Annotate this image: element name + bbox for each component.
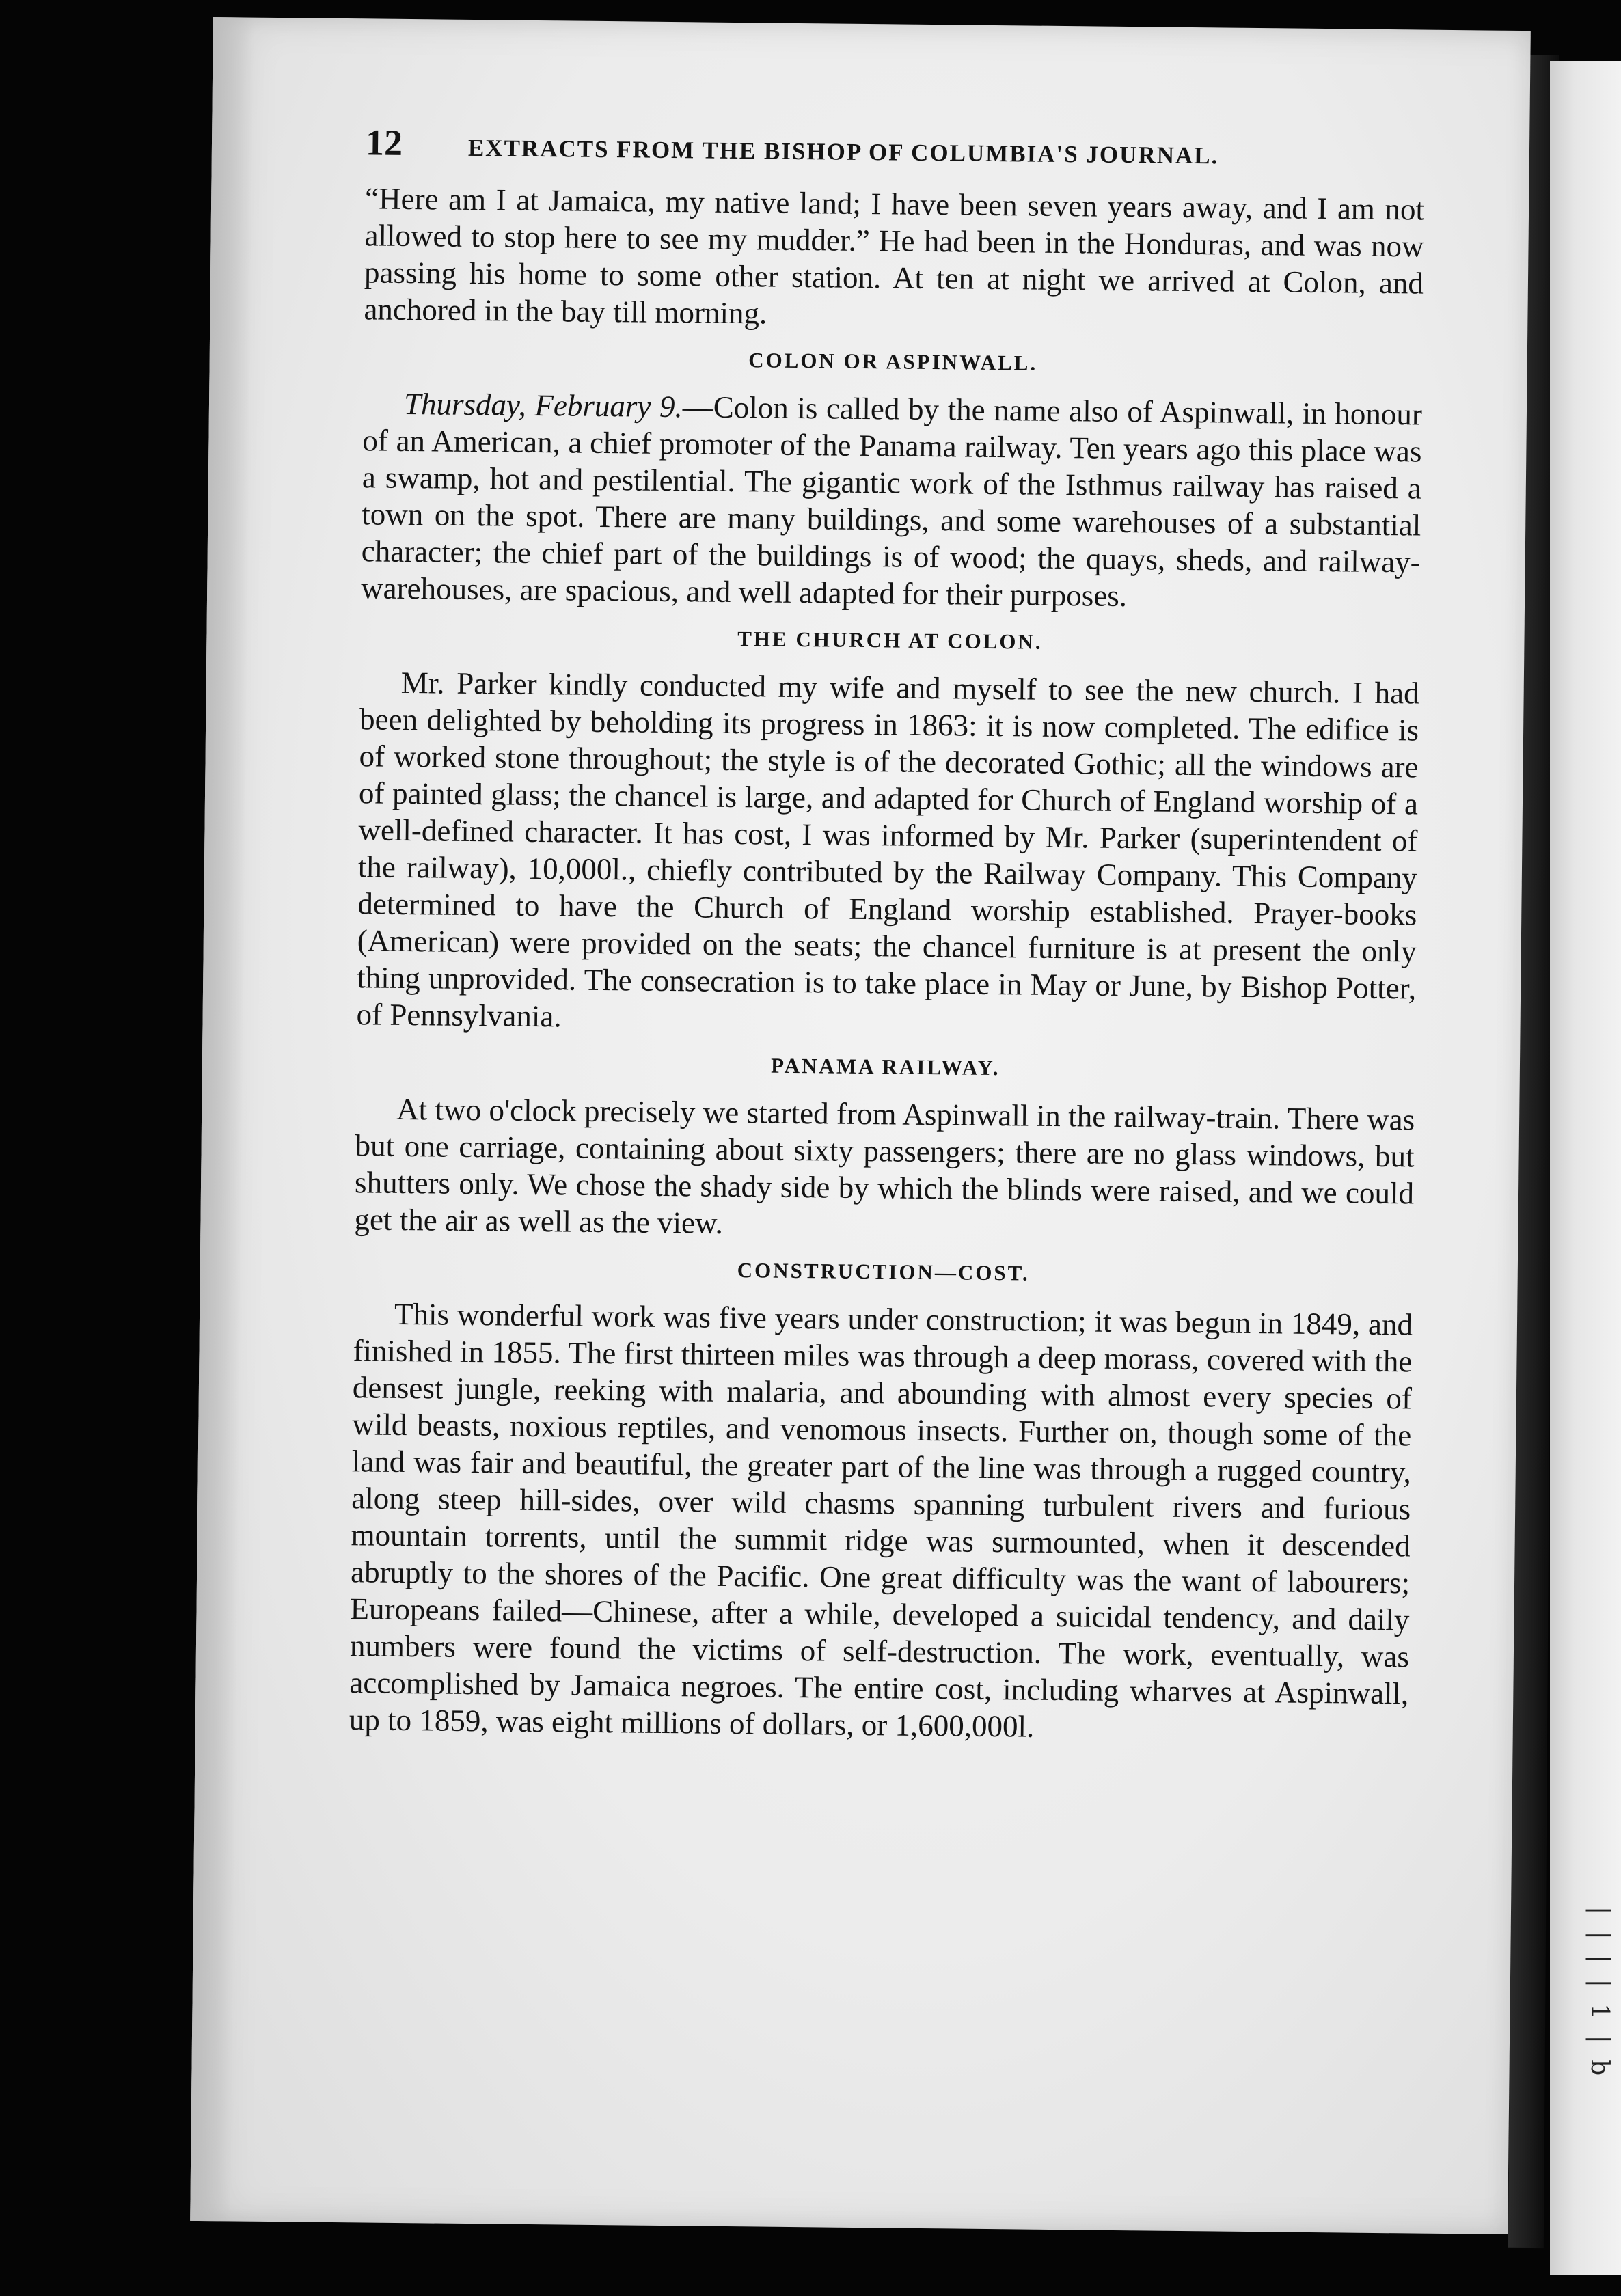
- section-heading-colon: COLON OR ASPINWALL.: [748, 348, 1038, 375]
- page-number: 12: [365, 122, 403, 163]
- running-header: [366, 121, 1426, 187]
- colon-paragraph-text: —Colon is called by the name also of Aspinwall, in honour of an American, a chief promoter of the Panama railway. Ten years ago this place was a swamp, hot and pestilential. The gigantic work of the Isthmus railway has raised a town on the spot. There are many buildings, and some warehouses of a substantial character; the chief part of the buildings is of wood; the quays, sheds, and railway-warehouses, are spacious, and well adapted for their purposes.: [360, 390, 1423, 614]
- railway-paragraph: At two o'clock precisely we started from Aspinwall in the railway-train. There was but one carriage, containing about sixty passengers; there are no glass windows, but shutters only. We chose the shady side by which the blinds were raised, and we could get the air as well as the view.: [354, 1091, 1415, 1240]
- colon-paragraph: [361, 385, 1422, 617]
- opening-paragraph: “Here am I at Jamaica, my native land; I have been seven years away, and I am not allowed to stop here to see my mudder.” He had been in the Honduras, and was now passing his home to some other station. At ten at night we arrived at Colon, and anchored in the bay till morning.: [364, 181, 1425, 331]
- adjacent-page-text-fragment: | | | | 1 | b: [1585, 1906, 1613, 2080]
- book-page: [190, 17, 1531, 2234]
- section-heading-construction: CONSTRUCTION—COST.: [737, 1258, 1030, 1285]
- church-paragraph: Mr. Parker kindly conducted my wife and myself to see the new church. I had been delighted by beholding its progress in 1863: it is now completed. The edifice is of worked stone throughout; the style is of the decorated Gothic; all the windows are of painted glass; the chancel is large, and adapted for Church of England worship of a well-defined character. It has cost, I was informed by Mr. Parker (superintendent of the railway), 10,000l., chiefly contributed by the Railway Company. This Company determined to have the Church of England worship established. Prayer-books (American) were provided on the seats; the chancel furniture is at present the only thing unprovided. The consecration is to take place in May or June, by Bishop Potter, of Pennsylvania.: [356, 665, 1419, 1034]
- running-title: EXTRACTS FROM THE BISHOP OF COLUMBIA'S JOURNAL.: [467, 134, 1219, 169]
- construction-paragraph: This wonderful work was five years under construction; it was begun in 1849, and finished in 1855. The first thirteen miles was through a deep morass, covered with the densest jungle, reeking with malaria, and abounding with almost every species of wild beasts, noxious reptiles, and venomous insects. Further on, though some of the land was fair and beautiful, the greater part of the line was through a rugged country, along steep hill-sides, over wild chasms spanning turbulent rivers and furious mountain torrents, until the summit ridge was surmounted, when it descended abruptly to the shores of the Pacific. One great difficulty was the want of labourers; Europeans failed—Chinese, after a while, developed a suicidal tendency, and daily numbers were found the victims of self-destruction. The work, eventually, was accomplished by Jamaica negroes. The entire cost, including wharves at Aspinwall, up to 1859, was eight millions of dollars, or 1,600,000l.: [349, 1296, 1413, 1744]
- page-content: [349, 121, 1426, 1749]
- section-heading-railway: PANAMA RAILWAY.: [770, 1053, 1000, 1080]
- entry-date: Thursday, February 9.: [403, 386, 683, 424]
- section-heading-church: THE CHURCH AT COLON.: [737, 627, 1043, 654]
- page-binding-edge: [190, 17, 254, 2221]
